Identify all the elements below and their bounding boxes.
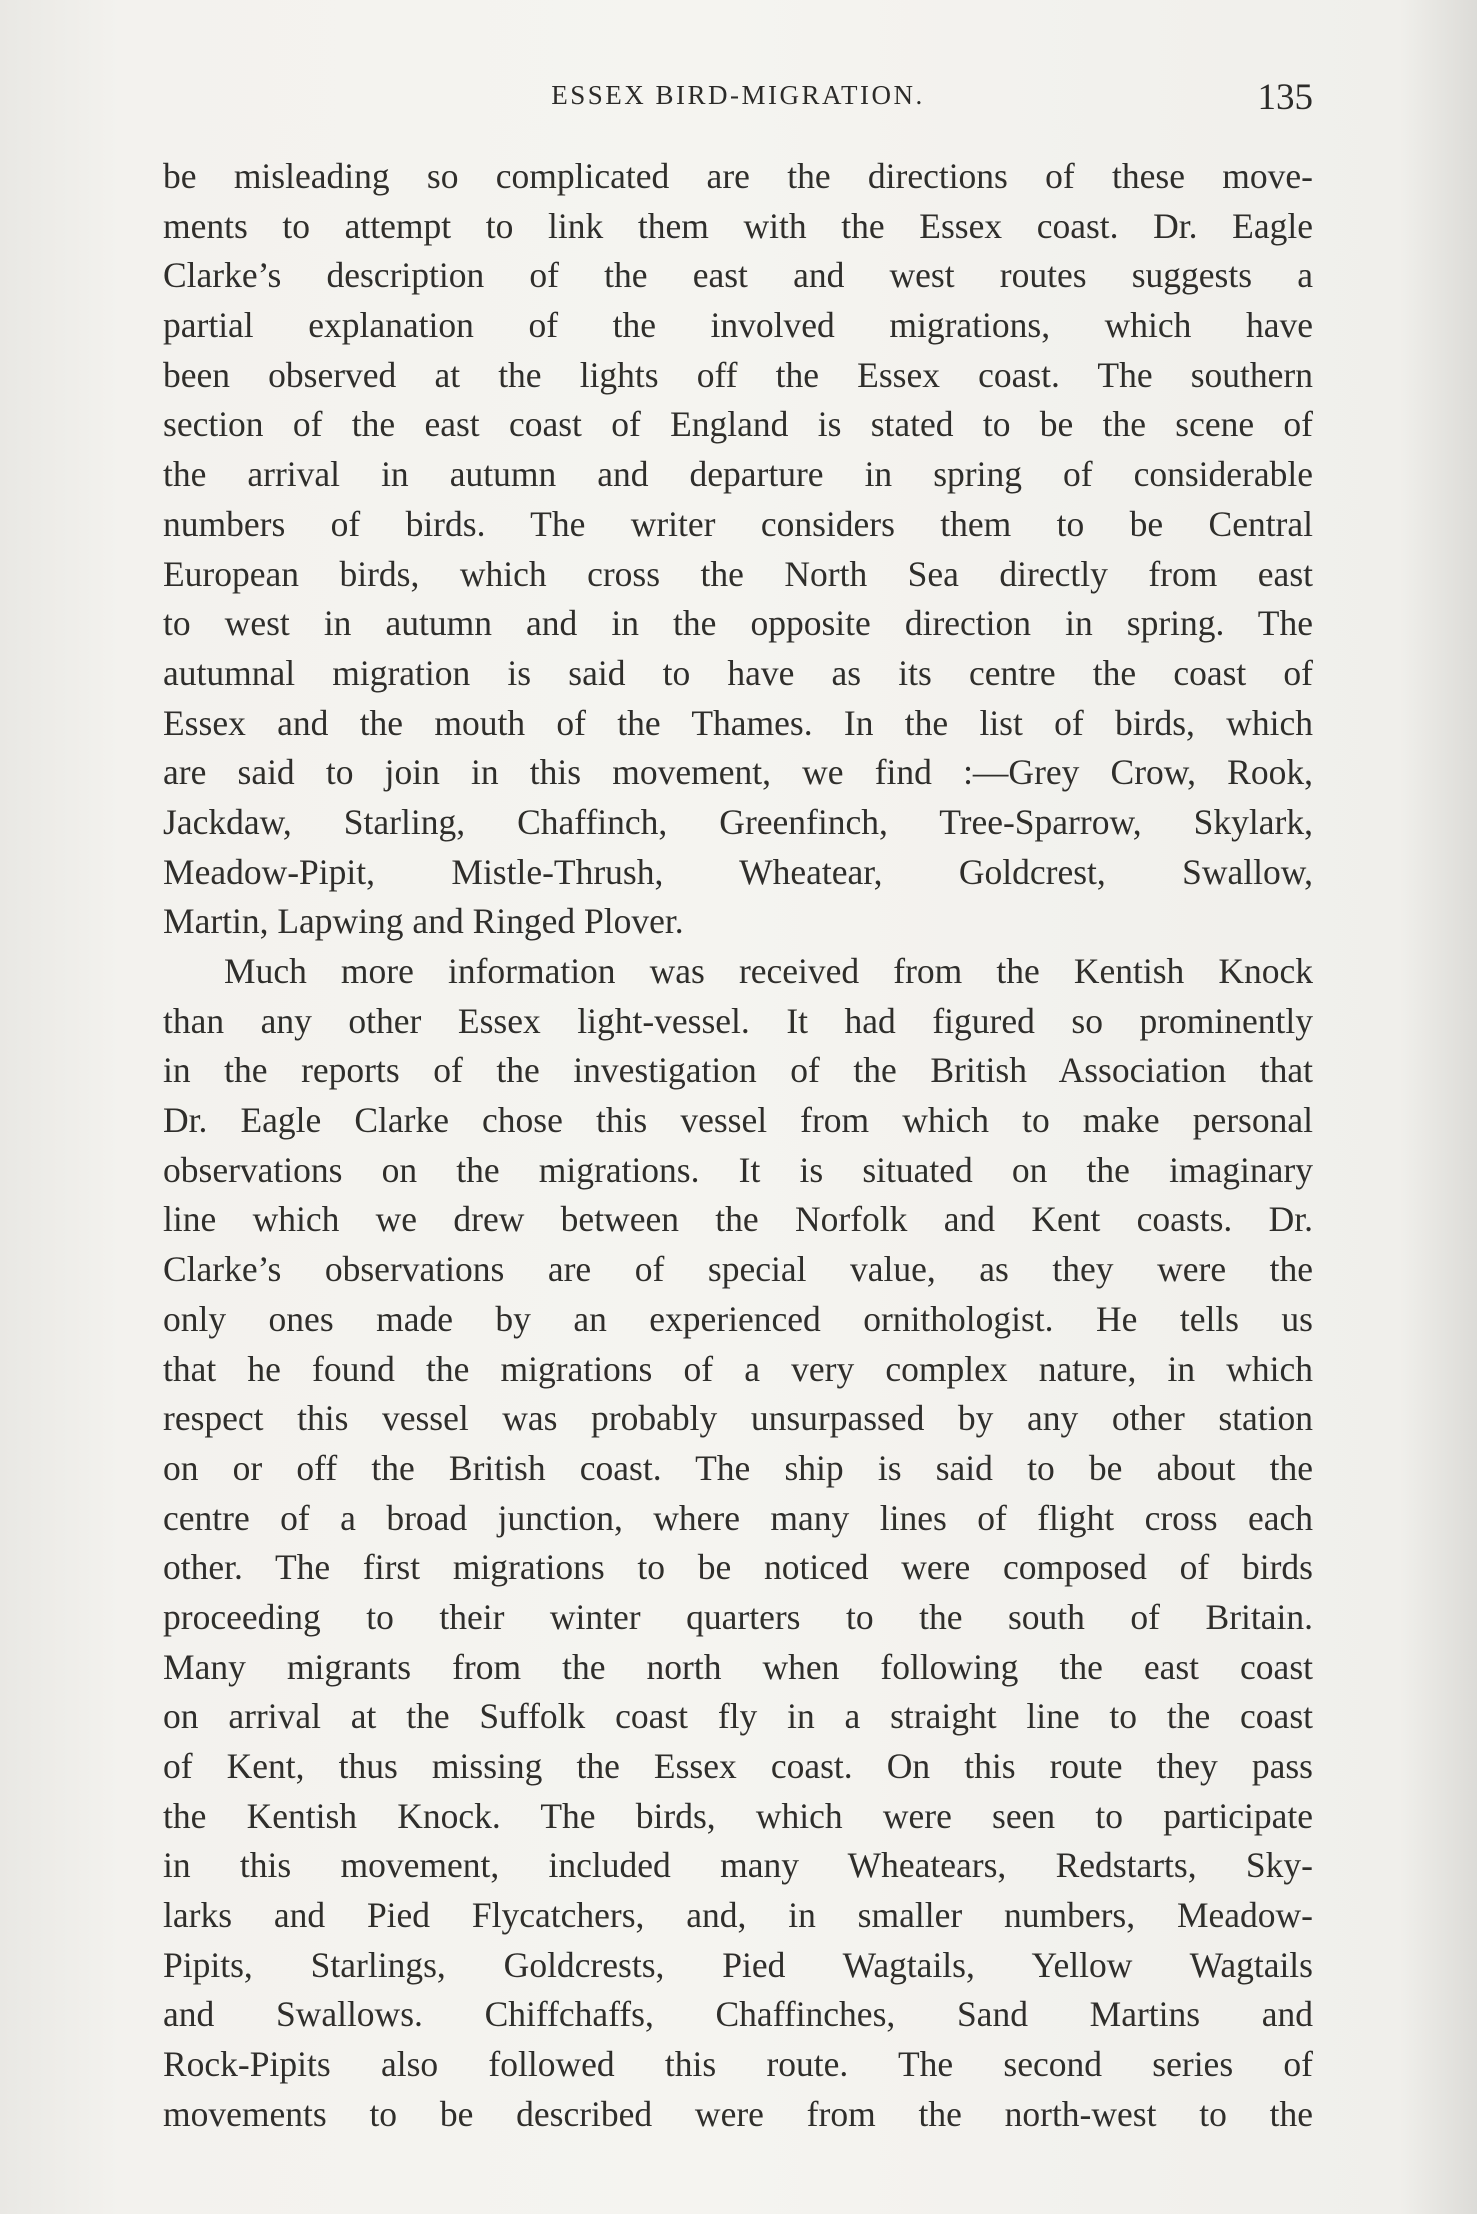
text-line: centre of a broad junction, where many lines of flight cross each bbox=[163, 1497, 1313, 1538]
text-line: Many migrants from the north when following the east coast bbox=[163, 1646, 1313, 1687]
paragraph bbox=[163, 947, 1313, 2140]
running-title: ESSEX BIRD-MIGRATION. bbox=[551, 80, 925, 110]
text-line: movements to be described were from the north-west to the bbox=[163, 2093, 1313, 2134]
paragraph bbox=[163, 152, 1313, 947]
text-line: been observed at the lights off the Essex coast. The southern bbox=[163, 354, 1313, 395]
text-line: autumnal migration is said to have as its centre the coast of bbox=[163, 652, 1313, 693]
text-line: section of the east coast of England is stated to be the scene of bbox=[163, 404, 1313, 445]
text-line: and Swallows. Chiffchaffs, Chaffinches, Sand Martins and bbox=[163, 1994, 1313, 2035]
text-line: are said to join in this movement, we find :—Grey Crow, Rook, bbox=[163, 752, 1313, 793]
text-line: Essex and the mouth of the Thames. In the list of birds, which bbox=[163, 702, 1313, 743]
text-line: numbers of birds. The writer considers them to be Central bbox=[163, 503, 1313, 544]
text-line: larks and Pied Flycatchers, and, in smaller numbers, Meadow- bbox=[163, 1895, 1313, 1936]
text-line: Jackdaw, Starling, Chaffinch, Greenfinch, Tree-Sparrow, Skylark, bbox=[163, 801, 1313, 842]
text-line: to west in autumn and in the opposite direction in spring. The bbox=[163, 603, 1313, 644]
text-line: in the reports of the investigation of the British Association that bbox=[163, 1050, 1313, 1091]
text-line: in this movement, included many Wheatears, Redstarts, Sky- bbox=[163, 1845, 1313, 1886]
text-line: on arrival at the Suffolk coast fly in a straight line to the coast bbox=[163, 1696, 1313, 1737]
text-line: respect this vessel was probably unsurpassed by any other station bbox=[163, 1398, 1313, 1439]
text-line: be misleading so complicated are the directions of these move- bbox=[163, 156, 1313, 196]
text-line: Clarke’s description of the east and west routes suggests a bbox=[163, 255, 1313, 296]
text-line: the arrival in autumn and departure in spring of considerable bbox=[163, 454, 1313, 495]
text-line: Pipits, Starlings, Goldcrests, Pied Wagtails, Yellow Wagtails bbox=[163, 1944, 1313, 1985]
text-line: European birds, which cross the North Sea directly from east bbox=[163, 553, 1313, 594]
page-number: 135 bbox=[1257, 77, 1313, 118]
text-line: on or off the British coast. The ship is said to be about the bbox=[163, 1447, 1313, 1488]
text-line: observations on the migrations. It is situated on the imaginary bbox=[163, 1149, 1313, 1190]
text-line: Much more information was received from the Kentish Knock bbox=[224, 951, 1313, 991]
text-line: that he found the migrations of a very complex nature, in which bbox=[163, 1348, 1313, 1389]
text-line: ments to attempt to link them with the Essex coast. Dr. Eagle bbox=[163, 205, 1313, 246]
text-line: Clarke’s observations are of special value, as they were the bbox=[163, 1249, 1313, 1290]
text-line: proceeding to their winter quarters to the south of Britain. bbox=[163, 1596, 1313, 1637]
text-line: of Kent, thus missing the Essex coast. On this route they pass bbox=[163, 1746, 1313, 1786]
text-line: the Kentish Knock. The birds, which were seen to participate bbox=[163, 1795, 1313, 1836]
text-line: Rock-Pipits also followed this route. The second series of bbox=[163, 2044, 1313, 2085]
running-head bbox=[163, 76, 1313, 126]
text-line: Meadow-Pipit, Mistle-Thrush, Wheatear, Goldcrest, Swallow, bbox=[163, 851, 1313, 892]
text-line: only ones made by an experienced ornithologist. He tells us bbox=[163, 1298, 1313, 1339]
text-line: line which we drew between the Norfolk and Kent coasts. Dr. bbox=[163, 1199, 1313, 1240]
body-text bbox=[163, 152, 1313, 2140]
text-line: other. The first migrations to be noticed were composed of birds bbox=[163, 1547, 1313, 1588]
text-line: than any other Essex light-vessel. It had figured so prominently bbox=[163, 1000, 1313, 1041]
text-line: partial explanation of the involved migrations, which have bbox=[163, 305, 1313, 346]
text-line: Martin, Lapwing and Ringed Plover. bbox=[163, 901, 684, 942]
text-line: Dr. Eagle Clarke chose this vessel from which to make personal bbox=[163, 1100, 1313, 1141]
